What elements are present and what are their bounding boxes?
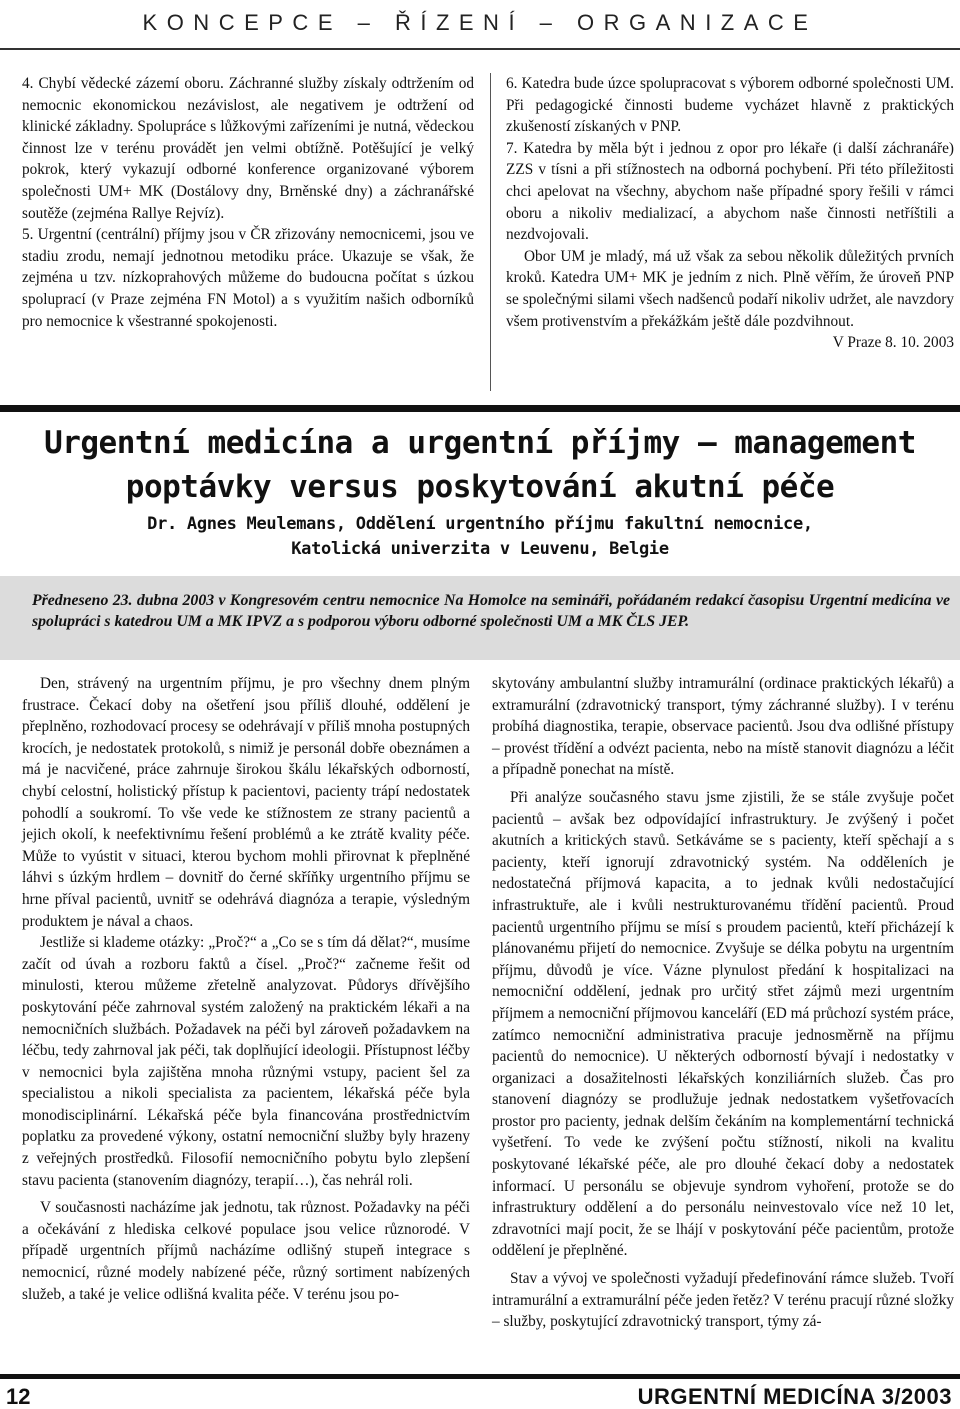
body-paragraph: V současnosti nacházíme jak jednotu, tak různost. Požadavky na péči a očekávání z hlediska celkové populace jsou velice různorodé. V případě urgentních příjmů nacházíme odlišný stupeň integrace s nemocnicí, různé modely nabízené péče, různý sortiment nabízených služeb, a také je velice odlišná kvalita péče. V terénu jsou po- — [22, 1199, 470, 1303]
top-right-column — [506, 73, 954, 354]
body-paragraph: Stav a vývoj ve společnosti vyžadují předefinování rámce služeb. Tvoří intramurální a extramurální péče jeden řetěz? V terénu pracují různé složky – služby, poskytující zdravotnický transport, týmy zá- — [492, 1270, 954, 1331]
date-line: V Praze 8. 10. 2003 — [832, 334, 954, 352]
top-left-column — [22, 73, 474, 332]
article-title: Urgentní medicína a urgentní příjmy – management poptávky versus poskytování akutní péče — [44, 425, 916, 505]
list-item-5: 5. Urgentní (centrální) příjmy jsou v ČR zřizovány nemocnicemi, jsou ve stadiu zrodu, nemají jednotnou metodiku práce. Ukazuje se však, že zejména u tzv. nízkoprahových můžeme do budoucna počítat s úzkou spoluprací (v Praze zejména FN Motol) a s využitím našich odborníků pro nemocnice k všestranné spokojenosti. — [22, 226, 474, 330]
top-rule — [0, 48, 960, 50]
body-paragraph: Při analýze současného stavu jsme zjistili, že se stále zvyšuje počet pacientů – avšak bez odpovídající infrastruktury. Je zvýšený i počet akutních a kritických stavů. Setkáváme se s pacienty, kteří spěchají a s pacienty, kteří ignorují zdravotnický systém. Na odděleních je nedostatečná příjmová kapacita, a to jednak kvůli nedostačující infrastruktuře, ale i kvůli nestrukturovanému třídění pacientů. Proud pacientů urgentního příjmu se mísí s proudem pacientů, kteří přicházejí k plánovanému přijetí do nemocnice. Zvyšuje se délka pobytu na urgentním příjmu, důvodů je více. Vázne plynulost předání k hospitalizaci na nemocniční oddělení, jednak pro určitý střet zájmů mezi urgentním příjmem a nemocniční příjmovou kanceláří (ED má průchozí systém práce, zatímco nemocniční administrativa pracuje jednosměrně na příjmu pacientů do nemocnice). U některých odborností bývají i nedostatky v organizaci a dosažitelnosti lékařských konziliárních služeb. Čas pro stanovení diagnózy se prodlužuje jednak nedostatkem vyšetřovacích prostor pro pacienty, jednak delším čekáním na komplementární technická vyšetření. To vede ke zvýšení počtu stížností, nikoli na kvalitu poskytované lékařské péče, ale pro dlouhé čekací doby a nedostatek informací. U personálu se objevuje syndrom vyhoření, protože se do infrastruktury oddělení a do personálu neinvestovalo více než 10 let, zdravotníci mají pocit, že se lhájí v poskytování péče pacientům, protože oddělení je přeplněné. — [492, 788, 954, 1260]
author-line-2: Katolická univerzita v Leuvenu, Belgie — [291, 539, 669, 559]
body-paragraph: skytovány ambulantní služby intramurální (ordinace praktických lékařů) a extramurální (zdravotnický transport, týmy záchranné služby). I v terénu probíhá diagnostika, terapie, observace pacientů. Jsou dva odlišné přístupy – provést třídění a odvézt pacienta, nebo na místě stanovit diagnózu a léčit a případně ponechat na místě. — [492, 675, 954, 779]
column-divider — [490, 73, 491, 391]
article-left-column — [22, 673, 470, 1305]
article-author — [0, 512, 960, 562]
article-intro: Předneseno 23. dubna 2003 v Kongresovém centru nemocnice Na Homolce na semináři, pořádaném redakcí časopisu Urgentní medicína ve spolupráci s katedrou UM a MK IPVZ a s podporou výboru odborné společnosti UM a MK ČLS JEP. — [0, 576, 960, 660]
section-rule — [0, 405, 960, 412]
running-head: KONCEPCE – ŘÍZENÍ – ORGANIZACE — [142, 10, 818, 35]
footer-rule — [0, 1374, 960, 1379]
author-line-1: Dr. Agnes Meulemans, Oddělení urgentního příjmu fakultní nemocnice, — [147, 514, 813, 534]
list-item-6: 6. Katedra bude úzce spolupracovat s výborem odborné společnosti UM. Při pedagogické činnosti budeme vycházet hlavně z praktických zkušeností získaných v PNP. — [506, 75, 954, 136]
article-right-column — [492, 673, 954, 1333]
page-number: 12 — [6, 1384, 31, 1409]
body-paragraph: Den, strávený na urgentním příjmu, je pro všechny dnem plným frustrace. Čekací doby na ošetření jsou příliš dlouhé, oddělení je přeplněno, rozhodovací procesy se odehrávají v příliš mnoha postupných krocích, je nedostatek protokolů, s nimiž je personál dobře obeznámen a má je nacvičené, práce zahrnuje širokou škálu lékařských odborností, chybí celostní, holistický přístup k pacientovi, pacienty trápí nedostatek pohodlí a soukromí. To vše vede ke stížnostem ze strany pacientů a jejich okolí, k neefektivnímu řešení problémů a ke ztrátě kvality péče. Může to vyústit v situaci, kterou bychom mohli přirovnat k přeplněné láhvi s úzkým hrdlem – dovnitř do černé skříňky urgentního příjmu se hrne příval pacientů, uvnitř se odehrává diagnóza a terapie, výsledným produktem je nával a chaos. — [22, 675, 470, 930]
list-item-7: 7. Katedra by měla být i jednou z opor pro lékaře (i další záchranáře) ZZS v tísni a při stížnostech na odborná pochybení. Při této příležitosti chci apelovat na všechny, abychom naše případné spory řešili v rámci oboru a nikoliv medializací, a abychom naše činnosti netříštili a nezdvojovali. — [506, 139, 954, 244]
list-item-4: 4. Chybí vědecké zázemí oboru. Záchranné služby získaly odtržením od nemocnic ekonomickou nezávislost, ale negativem je odtržení od klinické základny. Spolupráce s lůžkovými zařízeními je nutná, vědeckou činnost lze v terénu provádět jen velmi obtížně. Potěšující je velký pokrok, který vykazují odborné konference organizované výborem společnosti UM+ MK (Dostálovy dny, Brněnské dny) a záchranářské soutěže (zejména Rallye Rejvíz). — [22, 75, 474, 222]
journal-name: URGENTNÍ MEDICÍNA 3/2003 — [637, 1384, 952, 1409]
closing-paragraph: Obor UM je mladý, má už však za sebou několik důležitých prvních kroků. Katedra UM+ MK je jedním z nich. Plně věřím, že úroveň PNP se společnými silami všech nadšenců podaří nikoliv udržet, ale navzdory všem protivenstvím a překážkám ještě dále pozdvihnout. — [506, 247, 954, 330]
body-paragraph: Jestliže si klademe otázky: „Proč?“ a „Co se s tím dá dělat?“, musíme začít od úvah a rozboru faktů a čísel. „Proč?“ začneme řešit od minulosti, kterou můžeme zřetelně analyzovat. Půdorys dřívějšího poskytování péče zahrnoval systém založený na praktickém lékaři a na nemocničních službách. Požadavek na péči byl zároveň požadavkem na léčbu, tedy zahrnoval jak péči, tak doplňující ideologii. Přístupnost léčby v nemocnici byla zajištěna mnoha různými vstupy, pacient šel za specialistou a nikoli specialista za pacientem, lékařská péče byla monodisciplinární. Lékařská péče byla financována prostřednictvím poplatku za provedené výkony, ostatní nemocniční služby byly hrazeny z veřejných prostředků. Filosofií nemocničního pobytu bylo zlepšení stavu pacienta (stanovením diagnózy, terapií…), čas nehrál roli. — [22, 934, 470, 1189]
